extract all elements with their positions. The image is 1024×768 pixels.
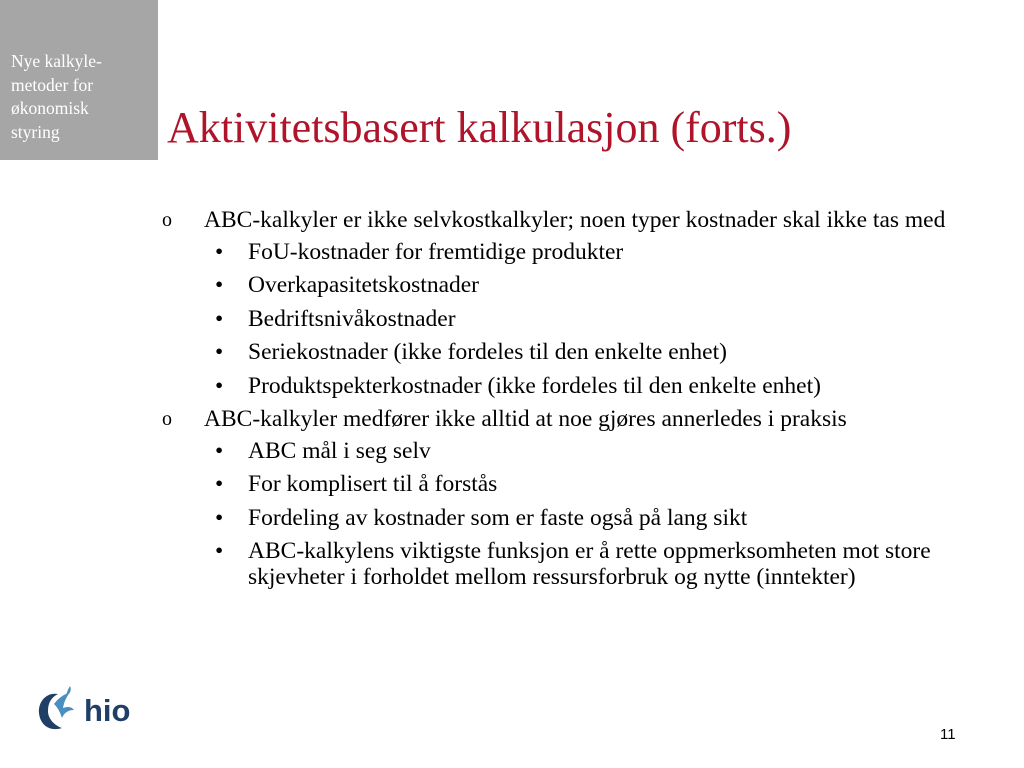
- hio-logo-text: hio: [84, 693, 131, 728]
- bullet-level2: [162, 506, 967, 532]
- bullet-text: Bedriftsnivåkostnader: [248, 305, 456, 332]
- bullet-marker: •: [215, 339, 224, 365]
- bullet-marker: •: [215, 238, 224, 265]
- sidebar-box: [0, 0, 158, 160]
- bullet-level2: [162, 340, 967, 366]
- bullet-text: Seriekostnader (ikke fordeles til den enkelte enhet): [248, 339, 727, 365]
- bullet-text: ABC-kalkyler er ikke selvkostkalkyler; noen typer kostnader skal ikke tas med: [204, 207, 946, 233]
- bullet-marker: •: [215, 372, 224, 399]
- slide-title: Aktivitetsbasert kalkulasjon (forts.): [167, 103, 792, 152]
- bullet-level2: [162, 374, 967, 400]
- bullet-level2: [162, 539, 967, 590]
- bullet-marker: •: [215, 504, 224, 531]
- slide-content: [162, 208, 967, 598]
- bullet-level2: [162, 307, 967, 333]
- bullet-marker: •: [215, 272, 224, 298]
- bullet-level2: [162, 439, 967, 465]
- page-number: 11: [940, 726, 956, 743]
- bullet-marker: o: [162, 408, 172, 430]
- sidebar-line: metoder for: [11, 74, 94, 95]
- bullet-marker: •: [215, 437, 224, 464]
- bullet-text: Produktspekterkostnader (ikke fordeles til den enkelte enhet): [248, 372, 821, 399]
- bullet-level1: [162, 407, 967, 433]
- bullet-text: For komplisert til å forstås: [248, 471, 498, 497]
- bullet-text: Overkapasitetskostnader: [248, 272, 480, 298]
- bullet-level2: [162, 240, 967, 266]
- bullet-level1: [162, 208, 967, 234]
- bullet-text: ABC mål i seg selv: [248, 437, 431, 464]
- sidebar-course-title: [11, 50, 151, 144]
- bullet-marker: o: [162, 209, 172, 231]
- bullet-text: FoU-kostnader for fremtidige produkter: [248, 238, 624, 265]
- bullet-marker: •: [215, 305, 224, 332]
- bullet-text: ABC-kalkylens viktigste funksjon er å rette oppmerksomheten mot store skjevheter i forholdet mellom ressursforbruk og nytte (inntekter): [248, 538, 931, 590]
- bullet-level2: [162, 273, 967, 299]
- bullet-marker: •: [215, 538, 224, 564]
- bullet-level2: [162, 472, 967, 498]
- sidebar-line: økonomisk: [11, 98, 89, 118]
- bullet-text: Fordeling av kostnader som er faste også på lang sikt: [248, 504, 748, 531]
- bullet-text: ABC-kalkyler medfører ikke alltid at noe gjøres annerledes i praksis: [204, 406, 847, 432]
- sidebar-line: styring: [11, 121, 60, 142]
- bullet-marker: •: [215, 471, 224, 497]
- sidebar-line: Nye kalkyle-: [11, 51, 102, 71]
